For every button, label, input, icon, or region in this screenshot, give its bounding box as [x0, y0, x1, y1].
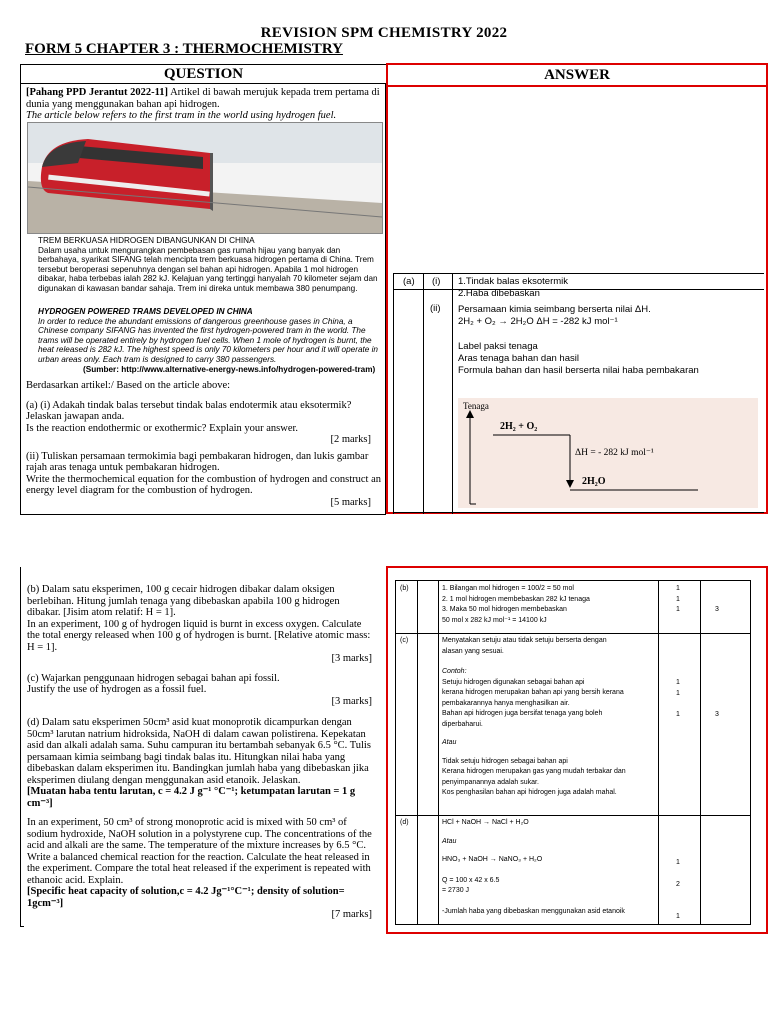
- a2-d-line3: Q = 100 x 42 x 6.5: [442, 876, 500, 884]
- q2-d-en: In an experiment, 50 cm³ of strong monoprotic acid is mixed with 50 cm³ of sodium hydroxide, NaOH solution in a polystyrene cup. The concentrations of the acid and alkali are the same. The temperature of the mixture increases by 6.5 °C. Write a balanced chemical reaction for the reaction. Calculate the heat released in the experiment. Compare the total heat released if the experiment is repeated with ethanoic acid. Explain.: [27, 817, 372, 886]
- article-source: (Sumber: http://www.alternative-energy-news.info/hydrogen-powered-tram): [83, 364, 376, 374]
- a2-b-line2: 2. 1 mol hidrogen membebaskan 282 kJ tenaga: [442, 595, 590, 603]
- a1-ii-answer: [458, 304, 763, 377]
- a1-label-i: (i): [432, 276, 441, 287]
- a2-b-marks: [676, 584, 680, 616]
- a2-c-line5: pembakarannya hanya menghasilkan air.: [442, 699, 570, 707]
- a2-c-line4: kerana hidrogen merupakan bahan api yang bersih kerana: [442, 689, 624, 696]
- a2-d-mark3: 1: [676, 913, 680, 920]
- a2-b-mark1: 1: [676, 585, 680, 592]
- a1-i-line1: 1.Tindak balas eksotermik: [458, 276, 569, 287]
- q2-c-bm: (c) Wajarkan penggunaan hidrogen sebagai bahan api fossil.: [27, 672, 280, 684]
- a2-b-mark3: 1: [676, 606, 680, 613]
- article-title-en: HYDROGEN POWERED TRAMS DEVELOPED IN CHINA: [38, 307, 253, 316]
- a2-d-line5: -Jumlah haba yang dibebaskan menggunakan asid etanoik: [442, 907, 625, 915]
- q1-a-i-marks: [2 marks]: [330, 434, 371, 445]
- a2-c-line1: Menyatakan setuju atau tidak setuju berserta dengan: [442, 637, 607, 644]
- q1-intro: [26, 87, 381, 122]
- a2-c-answer: [442, 636, 657, 799]
- a2-c-mark2: 1: [676, 689, 680, 697]
- page-title: REVISION SPM CHEMISTRY 2022: [260, 25, 508, 41]
- q1-body: [26, 380, 381, 508]
- a2-b-total: 3: [715, 606, 719, 613]
- a2-b-line4: 50 mol x 282 kJ mol⁻¹ = 14100 kJ: [442, 616, 547, 624]
- a2-c-atau: Atau: [442, 739, 457, 746]
- diagram-products: 2H₂O: [582, 476, 606, 487]
- a2-d-line2: HNO₃ + NaOH → NaNO₃ + H₂O: [442, 856, 543, 863]
- q2-b-marks: [3 marks]: [331, 653, 372, 664]
- q2-d-marks: [7 marks]: [331, 909, 372, 920]
- a1-ii-line5: Formula bahan dan hasil berserta nilai haba pembakaran: [458, 365, 699, 376]
- a2-label-b: (b): [400, 585, 409, 592]
- q1-a-ii-bm: (ii) Tuliskan persamaan termokimia bagi pembakaran hidrogen, dan lukis gambar rajah aras tenaga untuk pembakaran hidrogen.: [26, 450, 369, 473]
- a2-c-line11: Kos penghasilan bahan api hidrogen juga adalah mahal.: [442, 789, 617, 796]
- a2-c-contoh: Contoh:: [442, 668, 467, 675]
- q2-c-en: Justify the use of hydrogen as a fossil fuel.: [27, 684, 207, 695]
- a2-c-line10: penyimpanannya adalah sukar.: [442, 778, 539, 786]
- a2-c-line7: diperbaharui.: [442, 720, 483, 728]
- a2-d-answer: [442, 818, 657, 917]
- q1-source: [Pahang PPD Jerantut 2022-11]: [26, 87, 169, 98]
- tram-photo: [27, 122, 383, 234]
- chapter-title: FORM 5 CHAPTER 3 : THERMOCHEMISTRY: [25, 41, 343, 57]
- diagram-axis-label: Tenaga: [463, 401, 489, 411]
- a1-i-answer: [458, 276, 758, 300]
- a2-c-line8: Tidak setuju hidrogen sebagai bahan api: [442, 757, 568, 765]
- q2-b-bm: (b) Dalam satu eksperimen, 100 g cecair hidrogen dibakar dalam oksigen berlebihan. Hitung jumlah tenaga yang dibebaskan apabila 100 g hidrogen dibakar. [Jisim atom relatif: H = 1].: [27, 584, 340, 618]
- q2-c-marks: [3 marks]: [331, 695, 372, 707]
- q2-body: [27, 584, 372, 921]
- article-bm: [38, 236, 378, 294]
- q1-a-i-bm: (a) (i) Adakah tindak balas tersebut tindak balas endotermik atau eksotermik? Jelaskan jawapan anda.: [26, 399, 352, 422]
- q1-based: Berdasarkan artikel:/ Based on the article above:: [26, 380, 231, 391]
- q2-d-en-data: [Specific heat capacity of solution,c = 4.2 Jg⁻¹°C⁻¹; density of solution= 1gcm⁻³]: [27, 886, 345, 909]
- a1-ii-line4: Aras tenaga bahan dan hasil: [458, 353, 579, 364]
- question-header: QUESTION: [20, 64, 387, 84]
- a2-b-answer: [442, 584, 657, 626]
- q1-a-ii-en: Write the thermochemical equation for the combustion of hydrogen and construct an energy level diagram for the combustion of hydrogen.: [26, 473, 382, 496]
- a1-label-a: (a): [403, 276, 415, 287]
- q1-intro-en: The article below refers to the first tram in the world using hydrogen fuel.: [26, 110, 337, 121]
- a2-c-line9: Kerana hidrogen merupakan gas yang mudah terbakar dan: [442, 768, 626, 775]
- a1-ii-equation: 2H₂ + O₂ → 2H₂O ΔH = -282 kJ mol⁻¹: [458, 316, 618, 327]
- q1-intro-bm: Artikel di bawah merujuk kepada trem pertama di dunia yang menggunakan bahan api hidrogen.: [26, 87, 380, 110]
- a2-d-atau: Atau: [442, 837, 457, 845]
- a1-label-ii: (ii): [430, 303, 441, 314]
- a2-b-line1: 1. Bilangan mol hidrogen = 100/2 = 50 mol: [442, 585, 574, 592]
- a2-b-mark2: 1: [676, 595, 680, 603]
- article-body-en: In order to reduce the abundant emissions of dangerous greenhouse gases in China, a Chinese company SIFANG has invented the first hydrogen-powered tram in the world. The trams will be operated entirely by hydrogen fuel cells. When 1 mole of hydrogen is burnt, the heat released is 282 kJ. The highest speed is only 70 kilometers per hour and it will operate in urban areas only. Each tram is designed to carry 380 passengers.: [38, 316, 378, 364]
- a2-d-line4: = 2730 J: [442, 887, 470, 894]
- article-body-bm: Dalam usaha untuk mengurangkan pembebasan gas rumah hijau yang banyak dan berbahaya, syarikat SIFANG telah mencipta trem berkuasa hidrogen pertama di China. Trem tersebut beroperasi sepenuhnya dengan sel bahan api hidrogen. Apabila 1 mol hidrogen dibakar, haba terbebas ialah 282 kJ. Kelajuan yang tertinggi hanyalah 70 kilometer sejam dan digunakan di kawasan bandar sahaja. Trem ini direka untuk membawa 380 penumpang.: [38, 245, 378, 293]
- article-en: [38, 307, 378, 374]
- q1-a-ii-marks: [5 marks]: [330, 496, 371, 508]
- a2-b-line3: 3. Maka 50 mol hidrogen membebaskan: [442, 606, 567, 613]
- a2-d-mark1: 1: [676, 859, 680, 866]
- a2-c-total: 3: [715, 711, 719, 718]
- a2-c-mark3: 1: [676, 711, 680, 718]
- a2-c-marks: [676, 678, 680, 699]
- article-title-bm: TREM BERKUASA HIDROGEN DIBANGUNKAN DI CHINA: [38, 236, 255, 245]
- q2-d-bm: (d) Dalam satu eksperimen 50cm³ asid kuat monoprotik dicampurkan dengan 50cm³ larutan natrium hidroksida, NaOH di dalam cawan polistirena. Kepekatan asid dan alkali adalah sama. Suhu campuran itu bertambah sebanyak 6.5 °C. Tulis persamaan kimia seimbang bagi tindak balas itu. Hitungkan nilai haba yang dibebaskan dalam eksperimen itu. Bandingkan jumlah haba yang dibebaskan jika eksperimen diulang dengan menggunakan asid etanoik. Jelaskan.: [27, 717, 371, 786]
- a1-ii-line3: Label paksi tenaga: [458, 341, 538, 352]
- diagram-delta-h: ΔH = - 282 kJ mol⁻¹: [575, 448, 654, 458]
- q2-b-en: In an experiment, 100 g of hydrogen liquid is burnt in excess oxygen. Calculate the total energy released when 100 g of hydrogen is burnt. [Relative atomic mass: H = 1].: [27, 618, 371, 653]
- a2-c-line6: Bahan api hidrogen juga bersifat tenaga yang boleh: [442, 710, 603, 717]
- a2-c-line3: Setuju hidrogen digunakan sebagai bahan api: [442, 678, 585, 686]
- a2-c-mark1: 1: [676, 679, 680, 686]
- a1-i-line2: 2.Haba dibebaskan: [458, 288, 540, 299]
- a2-label-c: (c): [400, 637, 409, 644]
- a2-d-line1: HCl + NaOH → NaCl + H₂O: [442, 819, 529, 826]
- a2-c-line2: alasan yang sesuai.: [442, 647, 504, 655]
- diagram-reactants: 2H₂ + O₂: [500, 421, 538, 432]
- q1-a-i-en: Is the reaction endothermic or exothermic? Explain your answer.: [26, 422, 299, 434]
- q2-d-bm-data: [Muatan haba tentu larutan, c = 4.2 J g⁻¹ °C⁻¹; ketumpatan larutan = 1 g cm⁻³]: [27, 786, 356, 809]
- a2-label-d: (d): [400, 819, 409, 826]
- a2-d-mark2: 2: [676, 881, 680, 888]
- answer-header: ANSWER: [386, 63, 768, 87]
- a1-ii-line1: Persamaan kimia seimbang berserta nilai ΔH.: [458, 304, 651, 315]
